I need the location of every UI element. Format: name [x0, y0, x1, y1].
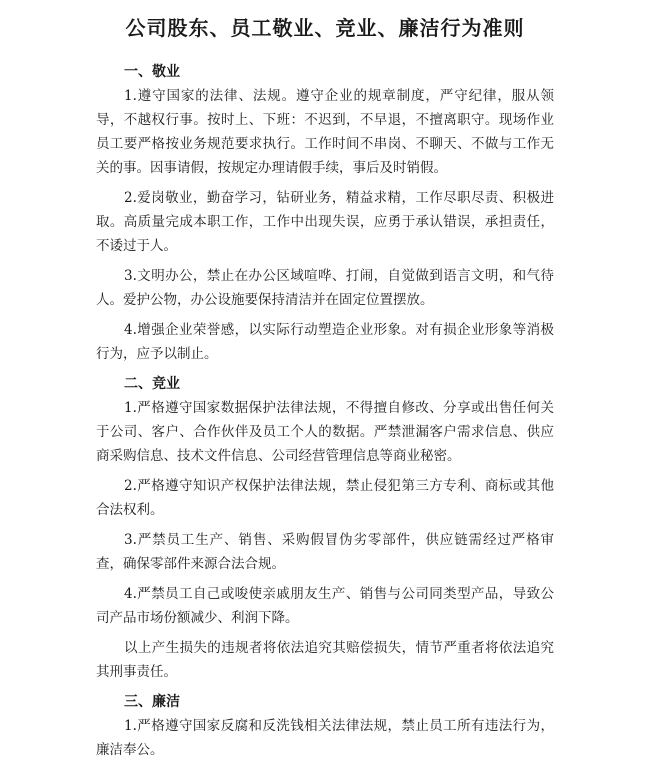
paragraph: 2.严格遵守知识产权保护法律法规，禁止侵犯第三方专利、商标或其他合法权利。 [96, 478, 554, 518]
section-heading: 一、敬业 [124, 64, 180, 80]
paragraph: 1.严格遵守国家数据保护法律法规，不得擅自修改、分享或出售任何关于公司、客户、合作伙伴及员工个人的数据。严禁泄漏客户需求信息、供应商采购信息、技术文件信息、公司经营管理信息等商业秘密。 [96, 400, 554, 464]
paragraph: 3.文明办公，禁止在办公区域喧哗、打闹，自觉做到语言文明，和气待人。爱护公物，办公设施要保持清洁并在固定位置摆放。 [96, 268, 554, 308]
section-dedication [96, 60, 554, 366]
section-non-compete [96, 372, 554, 684]
paragraph: 4.增强企业荣誉感，以实际行动塑造企业形象。对有损企业形象等消极行为，应予以制止。 [96, 322, 554, 362]
paragraph: 2.爱岗敬业，勤奋学习，钻研业务，精益求精，工作尽职尽责、积极进取。高质量完成本职工作，工作中出现失误，应勇于承认错误，承担责任，不诿过于人。 [96, 190, 554, 254]
paragraph: 3.严禁员工生产、销售、采购假冒伪劣零部件，供应链需经过严格审查，确保零部件来源合法合规。 [96, 532, 554, 572]
paragraph: 以上产生损失的违规者将依法追究其赔偿损失，情节严重者将依法追究其刑事责任。 [96, 640, 554, 680]
section-heading: 二、竞业 [124, 376, 180, 392]
paragraph: 4.严禁员工自己或唆使亲戚朋友生产、销售与公司同类型产品，导致公司产品市场份额减少、利润下降。 [96, 586, 554, 626]
section-heading: 三、廉洁 [124, 694, 180, 710]
paragraph: 1.遵守国家的法律、法规。遵守企业的规章制度，严守纪律，服从领导，不越权行事。按时上、下班：不迟到，不早退，不擅离职守。现场作业员工要严格按业务规范要求执行。工作时间不串岗、不聊天、不做与工作无关的事。因事请假，按规定办理请假手续，事后及时销假。 [96, 88, 554, 176]
section-integrity [96, 690, 554, 762]
document-title: 公司股东、员工敬业、竞业、廉洁行为准则 [125, 16, 525, 40]
paragraph: 1.严格遵守国家反腐和反洗钱相关法律法规，禁止员工所有违法行为，廉洁奉公。 [96, 718, 554, 758]
